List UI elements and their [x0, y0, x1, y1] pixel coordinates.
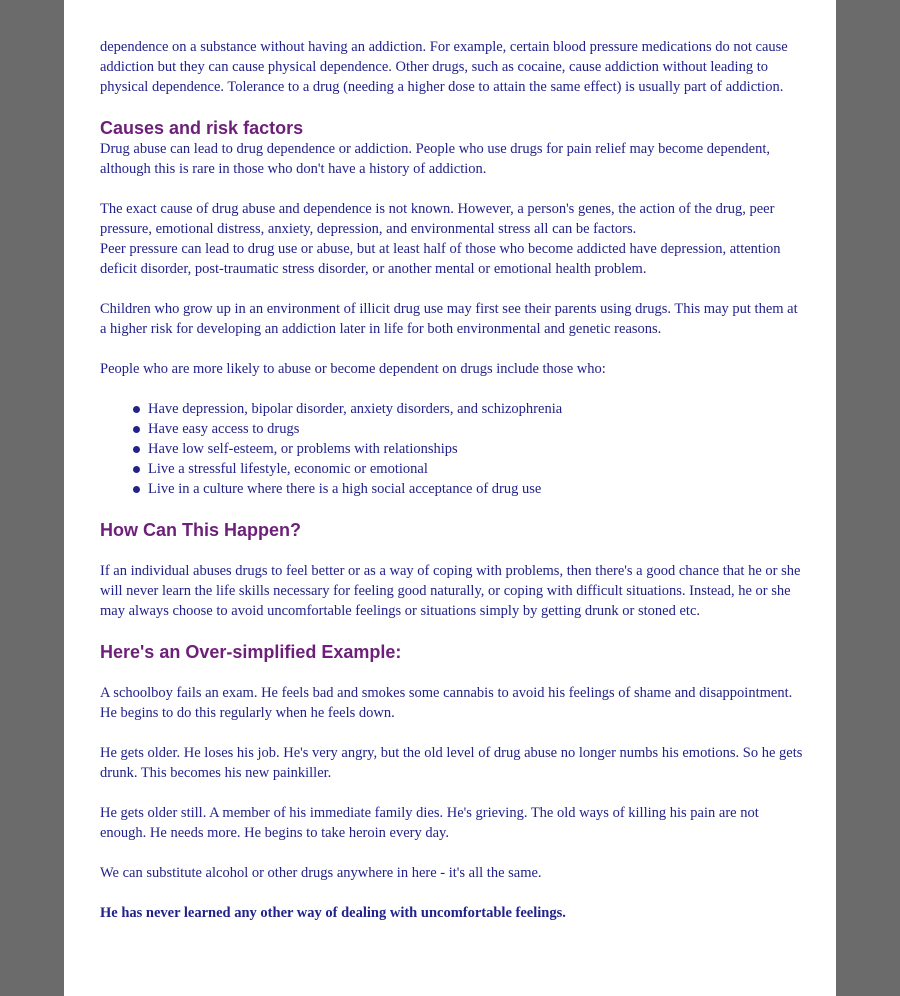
risk-factors-list	[100, 399, 804, 499]
example-heading: Here's an Over-simplified Example:	[100, 642, 402, 662]
bullet-icon	[133, 446, 140, 453]
bullet-icon	[133, 406, 140, 413]
causes-paragraph-1: Drug abuse can lead to drug dependence or addiction. People who use drugs for pain relief may become dependent, although this is rare in those who don't have a history of addiction.	[100, 141, 770, 177]
intro-paragraph: dependence on a substance without having an addiction. For example, certain blood pressure medications do not cause addiction but they can cause physical dependence. Other drugs, such as cocaine, cause addiction without leading to physical dependence. Tolerance to a drug (needing a higher dose to attain the same effect) is usually part of addiction.	[100, 39, 788, 95]
example-paragraph-3: He gets older still. A member of his immediate family dies. He's grieving. The old ways of killing his pain are not enough. He needs more. He begins to take heroin every day.	[100, 805, 759, 841]
list-item: Live in a culture where there is a high social acceptance of drug use	[133, 479, 804, 499]
example-paragraph-1: A schoolboy fails an exam. He feels bad and smokes some cannabis to avoid his feelings of shame and disappointment. He begins to do this regularly when he feels down.	[100, 685, 793, 721]
how-heading: How Can This Happen?	[100, 520, 302, 540]
list-item: Have low self-esteem, or problems with relationships	[133, 439, 804, 459]
causes-paragraph-4: People who are more likely to abuse or become dependent on drugs include those who:	[100, 361, 606, 377]
example-paragraph-4: We can substitute alcohol or other drugs anywhere in here - it's all the same.	[100, 865, 542, 881]
document-page	[64, 0, 836, 996]
causes-heading: Causes and risk factors	[100, 118, 304, 138]
list-item: Have depression, bipolar disorder, anxiety disorders, and schizophrenia	[133, 399, 804, 419]
causes-paragraph-3: Children who grow up in an environment of illicit drug use may first see their parents using drugs. This may put them at a higher risk for developing an addiction later in life for both environmental and genetic reasons.	[100, 301, 798, 337]
causes-paragraph-2b: Peer pressure can lead to drug use or abuse, but at least half of those who become addicted have depression, attention deficit disorder, post-traumatic stress disorder, or another mental or emotional health problem.	[100, 241, 781, 277]
example-paragraph-2: He gets older. He loses his job. He's very angry, but the old level of drug abuse no longer numbs his emotions. So he gets drunk. This becomes his new painkiller.	[100, 745, 803, 781]
list-item: Live a stressful lifestyle, economic or emotional	[133, 459, 804, 479]
conclusion-paragraph: He has never learned any other way of dealing with uncomfortable feelings.	[100, 905, 566, 921]
bullet-icon	[133, 426, 140, 433]
bullet-icon	[133, 486, 140, 493]
how-paragraph-1: If an individual abuses drugs to feel better or as a way of coping with problems, then there's a good chance that he or she will never learn the life skills necessary for feeling good naturally, or coping with difficult situations. Instead, he or she may always choose to avoid uncomfortable feelings or situations simply by getting drunk or stoned etc.	[100, 563, 801, 619]
bullet-icon	[133, 466, 140, 473]
document-content	[100, 37, 804, 923]
list-item: Have easy access to drugs	[133, 419, 804, 439]
causes-paragraph-2a: The exact cause of drug abuse and dependence is not known. However, a person's genes, the action of the drug, peer pressure, emotional distress, anxiety, depression, and environmental stress all can be factors.	[100, 201, 775, 237]
